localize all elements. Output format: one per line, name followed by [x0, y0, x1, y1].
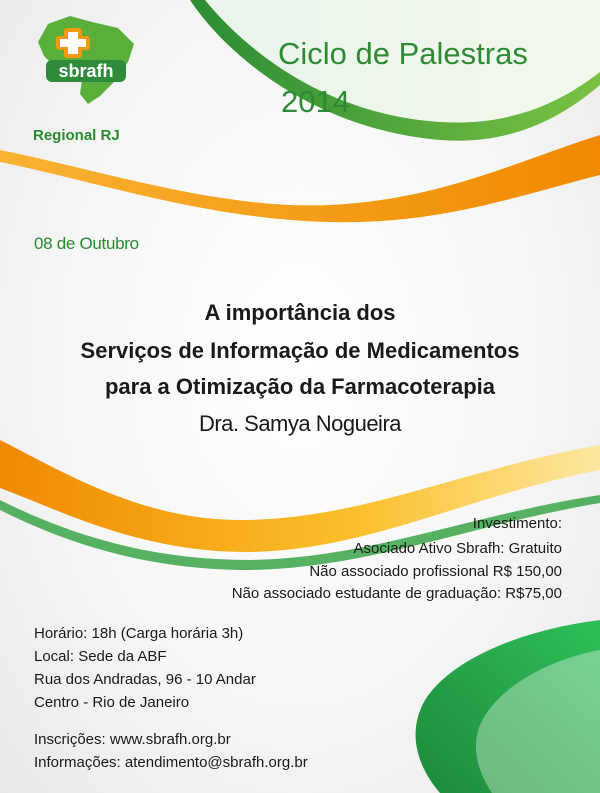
- investment-item: Não associado estudante de graduação: R$75,00: [231, 585, 562, 602]
- investment-item: Asociado Ativo Sbrafh: Gratuito: [353, 540, 562, 557]
- poster-year: 2014: [281, 84, 350, 119]
- talk-title-line: Serviços de Informação de Medicamentos: [80, 338, 520, 363]
- poster-title: Ciclo de Palestras: [278, 36, 528, 71]
- logo-text: sbrafh: [58, 61, 114, 81]
- middle-orange-wave: [0, 440, 600, 552]
- event-date: 08 de Outubro: [34, 234, 139, 253]
- top-orange-wave: [0, 135, 600, 222]
- city-text: Centro - Rio de Janeiro: [34, 694, 190, 711]
- investment-item: Não associado profissional R$ 150,00: [309, 563, 562, 580]
- address-text: Rua dos Andradas, 96 - 10 Andar: [34, 671, 256, 688]
- investment-heading: Investimento:: [472, 515, 562, 532]
- sbrafh-logo: [30, 10, 140, 110]
- talk-title-line: para a Otimização da Farmacoterapia: [104, 374, 496, 399]
- schedule-text: Horário: 18h (Carga horária 3h): [34, 625, 244, 642]
- contact-email[interactable]: Informações: atendimento@sbrafh.org.br: [34, 754, 308, 771]
- registration-link[interactable]: Inscrições: www.sbrafh.org.br: [34, 731, 231, 748]
- speaker-name: Dra. Samya Nogueira: [198, 411, 402, 436]
- talk-title-line: A importância dos: [204, 300, 396, 325]
- location-text: Local: Sede da ABF: [34, 648, 167, 665]
- regional-label: Regional RJ: [33, 127, 120, 144]
